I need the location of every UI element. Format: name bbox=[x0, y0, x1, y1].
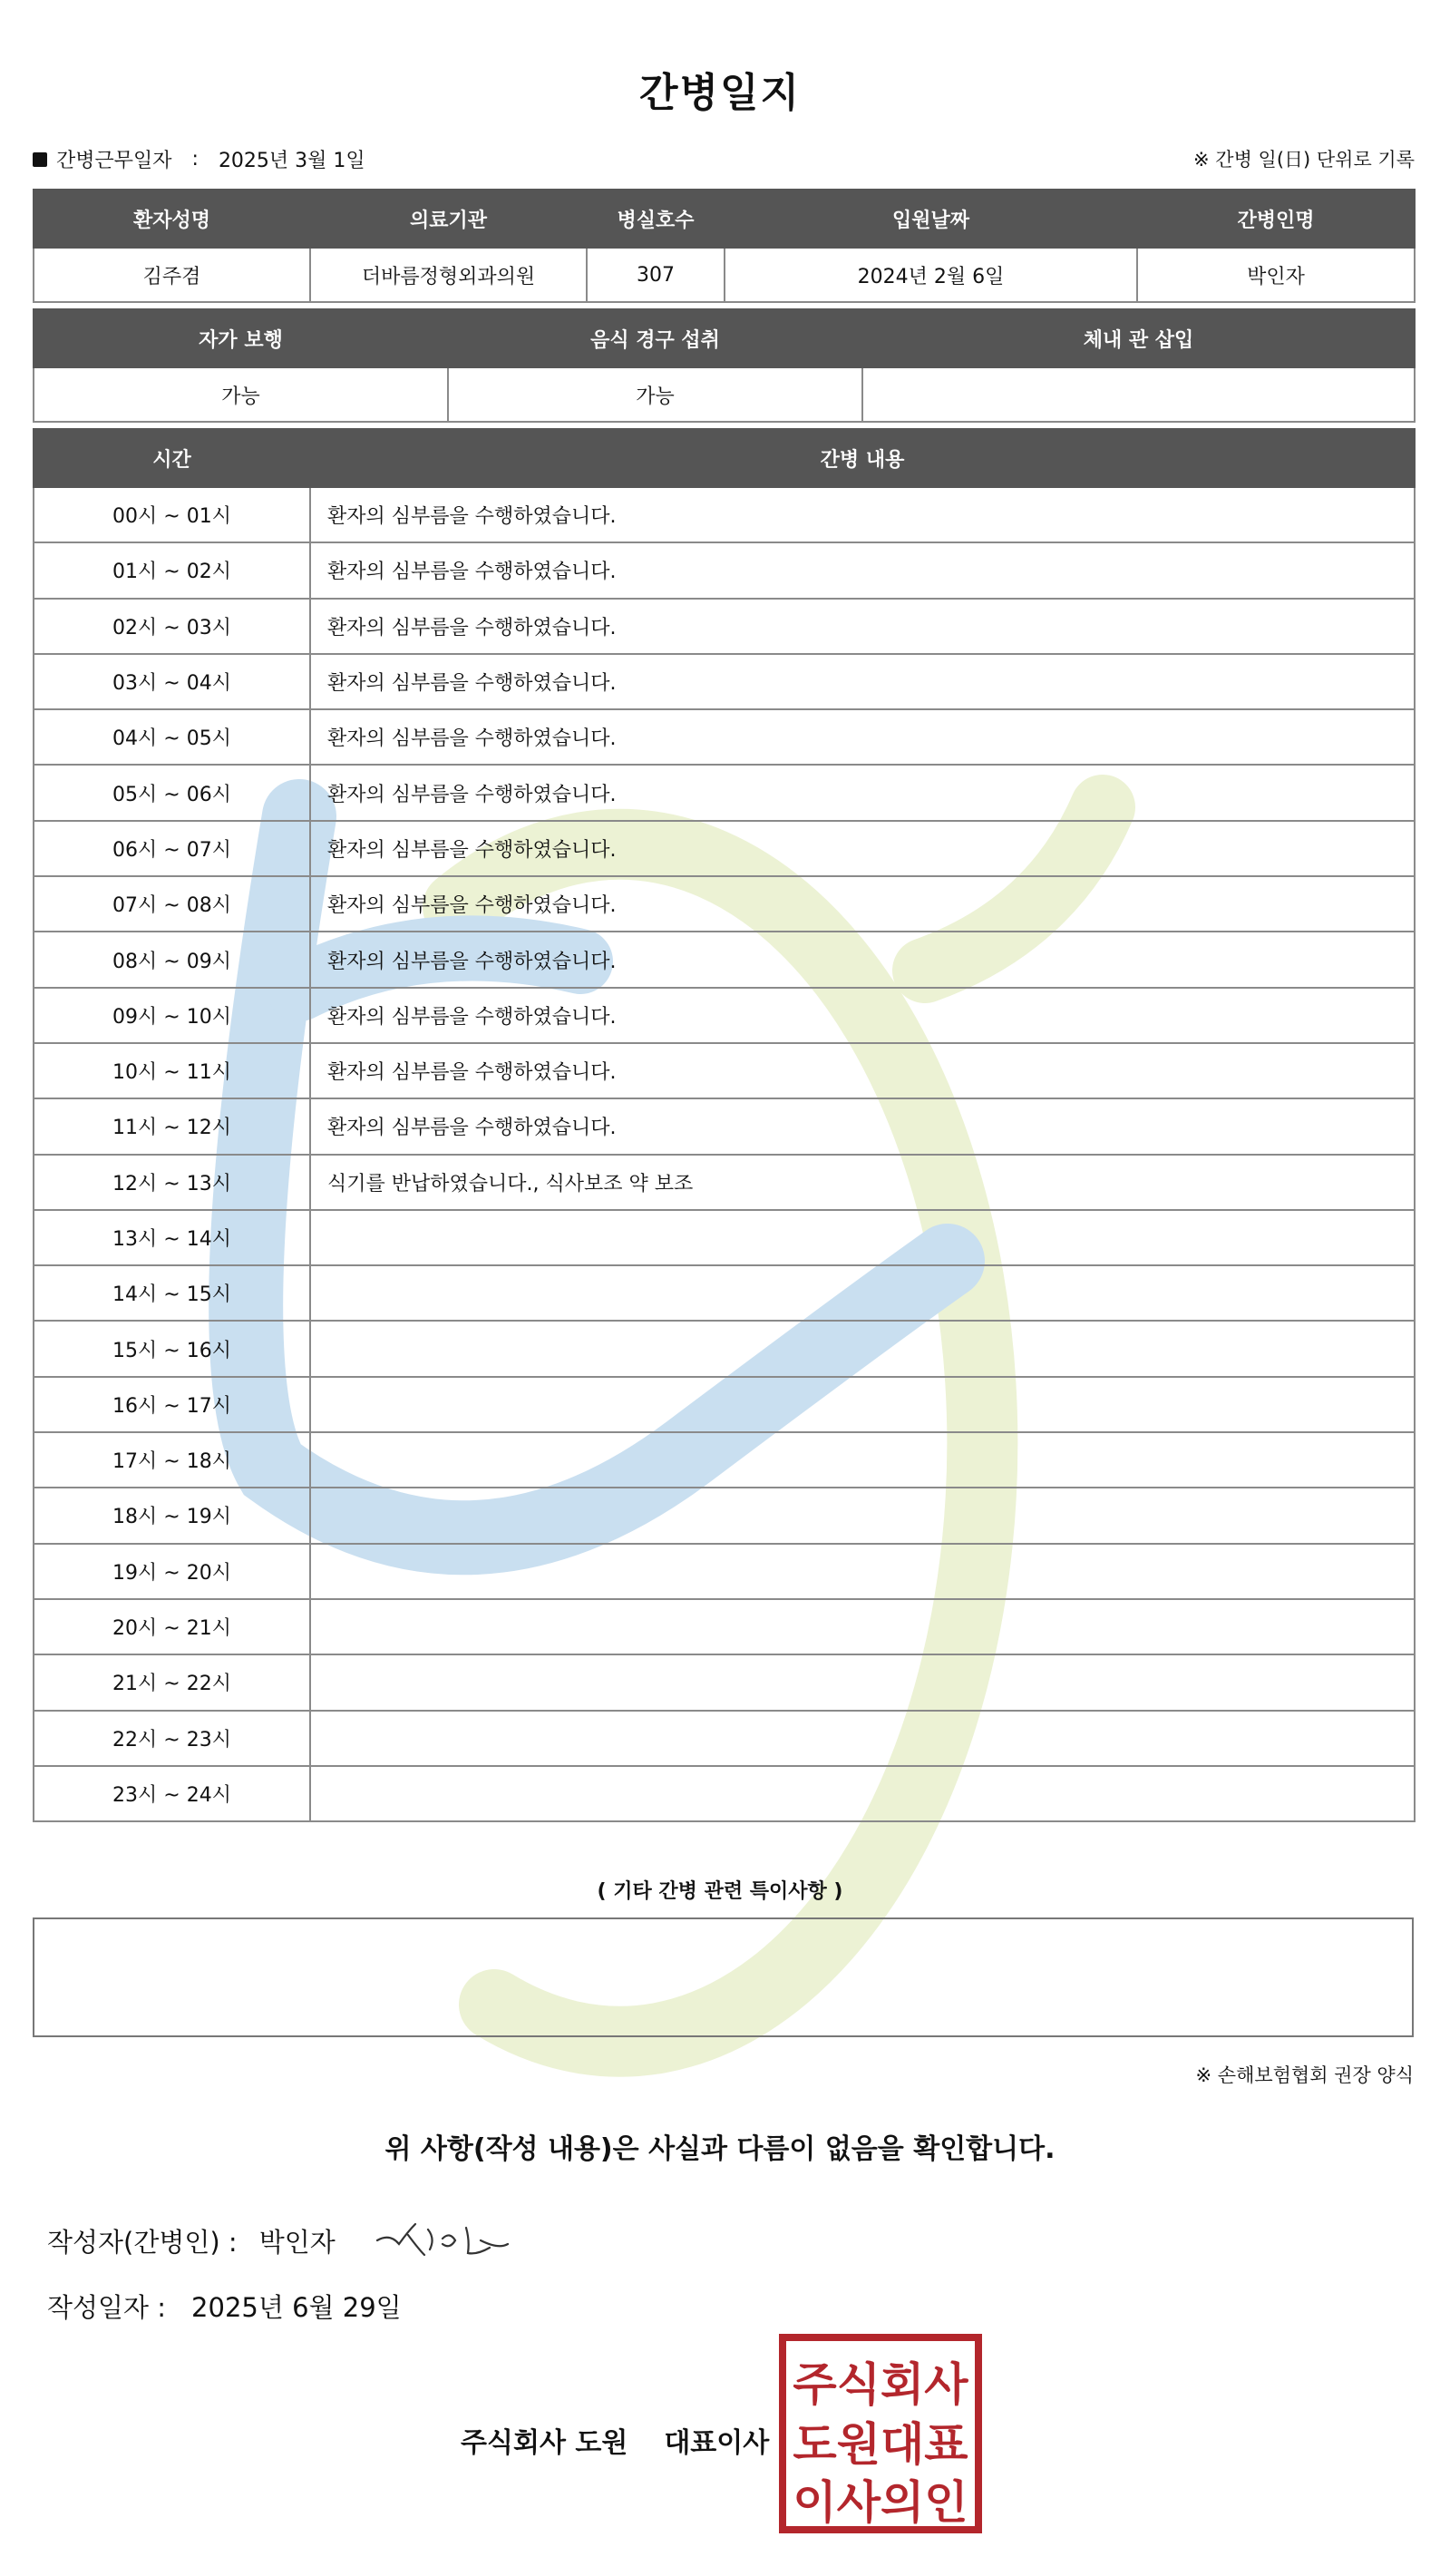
care-log-content: 환자의 심부름을 수행하였습니다. bbox=[310, 932, 1415, 987]
care-log-row bbox=[34, 932, 1415, 987]
care-log-row bbox=[34, 1377, 1415, 1432]
company-role: 대표이사 bbox=[664, 2427, 770, 2459]
care-log-time: 07시 ~ 08시 bbox=[34, 876, 310, 932]
care-log-row bbox=[34, 1766, 1415, 1821]
care-log-content bbox=[310, 1432, 1415, 1488]
confirmation-statement: 위 사항(작성 내용)은 사실과 다름이 없음을 확인합니다. bbox=[384, 2133, 1056, 2165]
care-log-row bbox=[34, 1043, 1415, 1098]
care-log-content: 환자의 심부름을 수행하였습니다. bbox=[310, 487, 1415, 542]
care-log-row bbox=[34, 1711, 1415, 1766]
care-log-time: 18시 ~ 19시 bbox=[34, 1488, 310, 1543]
care-log-row bbox=[34, 1321, 1415, 1376]
written-date-line bbox=[47, 2288, 402, 2325]
care-log-content bbox=[310, 1654, 1415, 1710]
care-log-content bbox=[310, 1377, 1415, 1432]
care-log-content bbox=[310, 1544, 1415, 1599]
handwritten-signature bbox=[372, 2213, 535, 2268]
work-date-separator: : bbox=[191, 148, 199, 171]
header-admission-date: 입원날짜 bbox=[725, 190, 1137, 248]
care-log-row bbox=[34, 1155, 1415, 1210]
record-note: ※ 간병 일(日) 단위로 기록 bbox=[1193, 149, 1415, 171]
care-log-time: 05시 ~ 06시 bbox=[34, 765, 310, 820]
care-log-content: 환자의 심부름을 수행하였습니다. bbox=[310, 542, 1415, 598]
care-log-time: 15시 ~ 16시 bbox=[34, 1321, 310, 1376]
care-log-content bbox=[310, 1711, 1415, 1766]
care-log-content: 환자의 심부름을 수행하였습니다. bbox=[310, 1043, 1415, 1098]
care-log-time: 14시 ~ 15시 bbox=[34, 1265, 310, 1321]
care-log-content bbox=[310, 1210, 1415, 1265]
care-log-content: 환자의 심부름을 수행하였습니다. bbox=[310, 876, 1415, 932]
care-log-row bbox=[34, 988, 1415, 1043]
care-log-time: 16시 ~ 17시 bbox=[34, 1377, 310, 1432]
care-log-time: 06시 ~ 07시 bbox=[34, 821, 310, 876]
care-log-time: 13시 ~ 14시 bbox=[34, 1210, 310, 1265]
care-log-time: 09시 ~ 10시 bbox=[34, 988, 310, 1043]
work-date bbox=[33, 145, 365, 173]
care-log-row bbox=[34, 876, 1415, 932]
care-log-row bbox=[34, 709, 1415, 765]
caregiver-name: 박인자 bbox=[1137, 248, 1415, 302]
svg-text:도원대표: 도원대표 bbox=[793, 2418, 968, 2471]
patient-status-header-row bbox=[34, 309, 1415, 367]
care-log-content: 식기를 반납하였습니다., 식사보조 약 보조 bbox=[310, 1155, 1415, 1210]
admission-date: 2024년 2월 6일 bbox=[725, 248, 1137, 302]
patient-name: 김주겸 bbox=[34, 248, 310, 302]
care-log-content bbox=[310, 1766, 1415, 1821]
care-log-time: 11시 ~ 12시 bbox=[34, 1098, 310, 1154]
care-log-row bbox=[34, 1098, 1415, 1154]
care-log-time: 10시 ~ 11시 bbox=[34, 1043, 310, 1098]
care-log-time: 20시 ~ 21시 bbox=[34, 1599, 310, 1654]
company-name: 주식회사 도원 bbox=[461, 2427, 628, 2459]
care-log-time: 04시 ~ 05시 bbox=[34, 709, 310, 765]
svg-text:이사의인: 이사의인 bbox=[793, 2476, 968, 2529]
care-log-row bbox=[34, 654, 1415, 709]
self-walking-value: 가능 bbox=[34, 367, 448, 422]
header-oral-intake: 음식 경구 섭취 bbox=[448, 309, 862, 367]
care-log-header-row bbox=[34, 429, 1415, 487]
header-patient-name: 환자성명 bbox=[34, 190, 310, 248]
work-date-label: 간병근무일자 bbox=[56, 150, 172, 172]
care-log-row bbox=[34, 1544, 1415, 1599]
care-log-time: 00시 ~ 01시 bbox=[34, 487, 310, 542]
care-log-table bbox=[33, 428, 1416, 1822]
care-log-row bbox=[34, 1488, 1415, 1543]
notes-box bbox=[33, 1917, 1414, 2037]
header-room-number: 병실호수 bbox=[587, 190, 725, 248]
document-title: 간병일지 bbox=[638, 70, 801, 116]
writer-label: 작성자(간병인) : bbox=[47, 2227, 238, 2258]
care-log-time: 01시 ~ 02시 bbox=[34, 542, 310, 598]
svg-text:주식회사: 주식회사 bbox=[793, 2358, 968, 2411]
care-log-content: 환자의 심부름을 수행하였습니다. bbox=[310, 654, 1415, 709]
care-log-row bbox=[34, 487, 1415, 542]
notes-title: ( 기타 간병 관련 특이사항 ) bbox=[597, 1880, 843, 1903]
care-log-time: 08시 ~ 09시 bbox=[34, 932, 310, 987]
care-log-row bbox=[34, 821, 1415, 876]
bullet-square-icon bbox=[33, 152, 47, 167]
care-log-row bbox=[34, 1654, 1415, 1710]
writer-name: 박인자 bbox=[258, 2227, 336, 2258]
care-log-row bbox=[34, 1599, 1415, 1654]
patient-info-header-row bbox=[34, 190, 1415, 248]
header-self-walking: 자가 보행 bbox=[34, 309, 448, 367]
care-log-content: 환자의 심부름을 수행하였습니다. bbox=[310, 599, 1415, 654]
care-log-time: 03시 ~ 04시 bbox=[34, 654, 310, 709]
care-log-time: 02시 ~ 03시 bbox=[34, 599, 310, 654]
patient-info-value-row bbox=[34, 248, 1415, 302]
care-log-row bbox=[34, 1210, 1415, 1265]
work-date-value: 2025년 3월 1일 bbox=[218, 150, 365, 172]
care-log-row bbox=[34, 765, 1415, 820]
care-log-content: 환자의 심부름을 수행하였습니다. bbox=[310, 821, 1415, 876]
company-line bbox=[461, 2420, 769, 2460]
hospital-name: 더바름정형외과의원 bbox=[310, 248, 587, 302]
header-tube-insertion: 체내 관 삽입 bbox=[862, 309, 1415, 367]
care-log-time: 22시 ~ 23시 bbox=[34, 1711, 310, 1766]
care-log-time: 21시 ~ 22시 bbox=[34, 1654, 310, 1710]
care-log-time: 17시 ~ 18시 bbox=[34, 1432, 310, 1488]
tube-insertion-value bbox=[862, 367, 1415, 422]
care-log-row bbox=[34, 599, 1415, 654]
care-log-row bbox=[34, 1432, 1415, 1488]
header-caregiver-name: 간병인명 bbox=[1137, 190, 1415, 248]
care-log-content bbox=[310, 1488, 1415, 1543]
care-log-content bbox=[310, 1321, 1415, 1376]
association-note: ※ 손해보험협회 권장 양식 bbox=[1195, 2064, 1414, 2086]
care-log-content bbox=[310, 1265, 1415, 1321]
written-date-label: 작성일자 : bbox=[47, 2292, 167, 2323]
care-log-time: 19시 ~ 20시 bbox=[34, 1544, 310, 1599]
patient-status-value-row bbox=[34, 367, 1415, 422]
care-log-time: 23시 ~ 24시 bbox=[34, 1766, 310, 1821]
oral-intake-value: 가능 bbox=[448, 367, 862, 422]
patient-info-table bbox=[33, 189, 1416, 303]
care-log-row bbox=[34, 1265, 1415, 1321]
room-number: 307 bbox=[587, 248, 725, 302]
header-care-content: 간병 내용 bbox=[310, 429, 1415, 487]
care-log-time: 12시 ~ 13시 bbox=[34, 1155, 310, 1210]
care-log-content: 환자의 심부름을 수행하였습니다. bbox=[310, 709, 1415, 765]
company-seal-stamp bbox=[778, 2333, 983, 2534]
written-date-value: 2025년 6월 29일 bbox=[191, 2292, 402, 2323]
care-log-body bbox=[34, 487, 1415, 1821]
header-time: 시간 bbox=[34, 429, 310, 487]
writer-line bbox=[47, 2222, 336, 2259]
patient-status-table bbox=[33, 308, 1416, 423]
care-log-content: 환자의 심부름을 수행하였습니다. bbox=[310, 988, 1415, 1043]
work-date-line bbox=[33, 145, 1415, 176]
care-log-content: 환자의 심부름을 수행하였습니다. bbox=[310, 1098, 1415, 1154]
care-log-content: 환자의 심부름을 수행하였습니다. bbox=[310, 765, 1415, 820]
header-hospital: 의료기관 bbox=[310, 190, 587, 248]
care-log-content bbox=[310, 1599, 1415, 1654]
care-log-row bbox=[34, 542, 1415, 598]
